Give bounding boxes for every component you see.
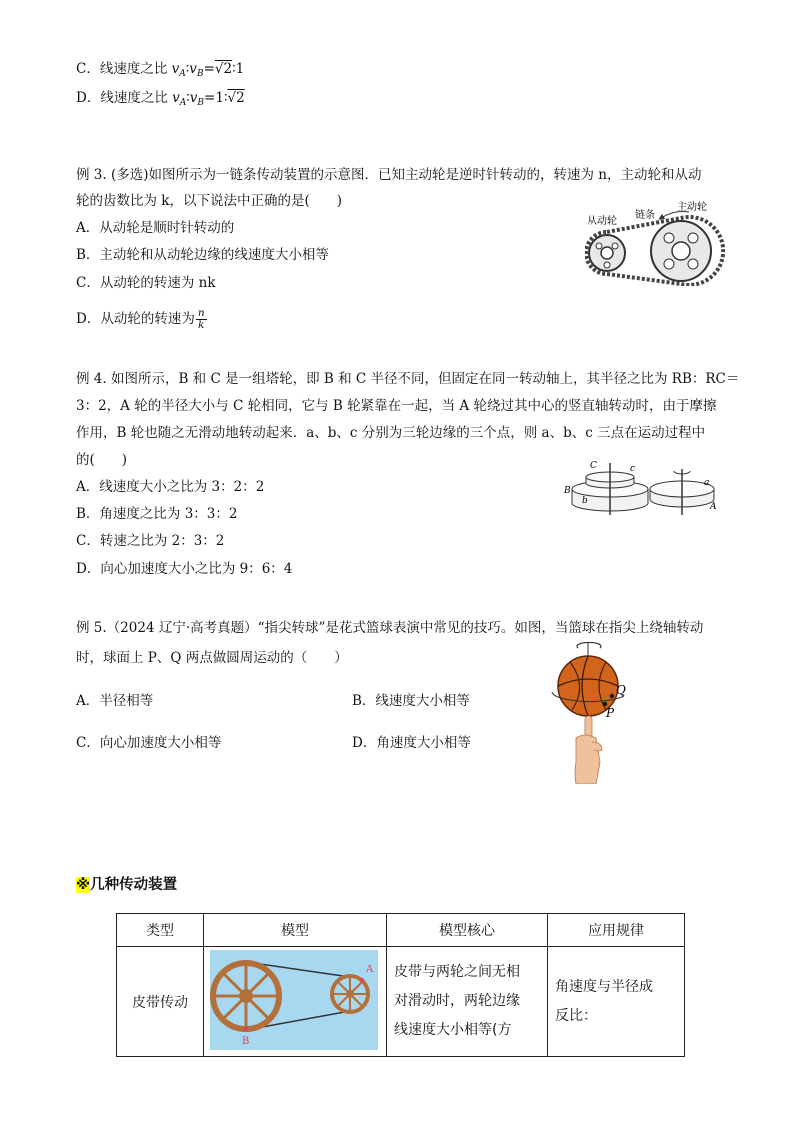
svg-text:A: A <box>710 502 717 512</box>
driver-wheel-label: 主动轮 <box>677 202 707 213</box>
driven-wheel-label: 从动轮 <box>587 216 617 227</box>
svg-text:Q: Q <box>616 683 626 697</box>
cell-core: 皮带与两轮之间无相 对滑动时，两轮边缘 线速度大小相等(方 <box>387 947 548 1057</box>
cell-rule: 角速度与半径成 反比： <box>548 947 685 1057</box>
q5-option-d: D．角速度大小相等 <box>352 735 471 751</box>
q5-stem-line2: 时，球面上 P、Q 两点做圆周运动的（ ） <box>76 650 348 666</box>
chain-label: 链条 <box>635 210 655 221</box>
q3-stem-line1: 例 3. (多选)如图所示为一链条传动装置的示意图．已知主动轮是逆时针转动的，转速为 n，主动轮和从动 <box>76 167 702 183</box>
header-core: 模型核心 <box>387 914 548 947</box>
q4-stem-line4: 的( ) <box>76 452 128 468</box>
q4-option-b: B．角速度之比为 3：3：2 <box>76 506 238 522</box>
tower-wheel-figure <box>562 455 722 519</box>
q3-option-a: A．从动轮是顺时针转动的 <box>76 220 235 236</box>
q4-option-d: D．向心加速度大小之比为 9：6：4 <box>76 561 293 577</box>
belt-drive-figure <box>210 950 378 1050</box>
header-model: 模型 <box>204 914 387 947</box>
large-wheel <box>213 963 279 1029</box>
svg-text:a: a <box>704 478 710 488</box>
q4-stem-line3: 作用，B 轮也随之无滑动地转动起来．a、b、c 分别为三轮边缘的三个点，则 a、b、c 三点在运动过程中 <box>76 425 706 441</box>
q3-option-d: D．从动轮的转速为 $\frac{n}{k}$ <box>76 307 205 331</box>
option-c-prev: C．线速度之比 $v_A∶v_B=√2∶1$ <box>76 61 245 79</box>
svg-text:B: B <box>242 1035 250 1047</box>
section-heading <box>76 873 177 894</box>
svg-text:A: A <box>366 963 374 975</box>
svg-text:C: C <box>590 461 597 471</box>
q4-stem-line2: 3：2，A 轮的半径大小与 C 轮相同，它与 B 轮紧靠在一起，当 A 轮绕过其中心的竖直轴转动时，由于摩擦 <box>76 398 717 414</box>
fraction-n-over-k: $\frac{n}{k}$ <box>197 307 205 331</box>
q5-option-b: B．线速度大小相等 <box>352 693 470 709</box>
q4-option-a: A．线速度大小之比为 3：2：2 <box>76 479 265 495</box>
section-title: 几种传动装置 <box>90 877 178 893</box>
svg-text:B: B <box>564 486 571 496</box>
chain-drive-figure <box>585 198 725 286</box>
cell-model <box>204 947 387 1057</box>
q5-option-c: C．向心加速度大小相等 <box>76 735 222 751</box>
q5-option-a: A．半径相等 <box>76 693 154 709</box>
svg-text:P: P <box>606 706 615 720</box>
option-d-prev: D．线速度之比 $v_A∶v_B=1∶√2$ <box>76 90 245 108</box>
reference-mark: ※ <box>76 877 91 893</box>
q3-option-b: B．主动轮和从动轮边缘的线速度大小相等 <box>76 247 329 263</box>
header-type: 类型 <box>117 914 204 947</box>
spinning-basketball-figure <box>548 642 638 784</box>
table-row <box>117 947 685 1057</box>
svg-text:b: b <box>582 496 588 506</box>
cell-type: 皮带传动 <box>117 947 204 1057</box>
svg-text:c: c <box>630 464 636 474</box>
q4-stem-line1: 例 4. 如图所示，B 和 C 是一组塔轮，即 B 和 C 半径不同，但固定在同一转动轴上，其半径之比为 RB：RC＝ <box>76 371 740 387</box>
q4-option-c: C．转速之比为 2：3：2 <box>76 533 225 549</box>
transmission-table <box>116 913 685 1057</box>
q5-stem-line1: 例 5.（2024 辽宁·高考真题）“指尖转球”是花式篮球表演中常见的技巧。如图，当篮球在指尖上绕轴转动 <box>76 620 704 636</box>
q3-option-c: C．从动轮的转速为 nk <box>76 275 216 291</box>
q3-stem-line2: 轮的齿数比为 k，以下说法中正确的是( ) <box>76 193 343 209</box>
header-rule: 应用规律 <box>548 914 685 947</box>
table-header-row <box>117 914 685 947</box>
